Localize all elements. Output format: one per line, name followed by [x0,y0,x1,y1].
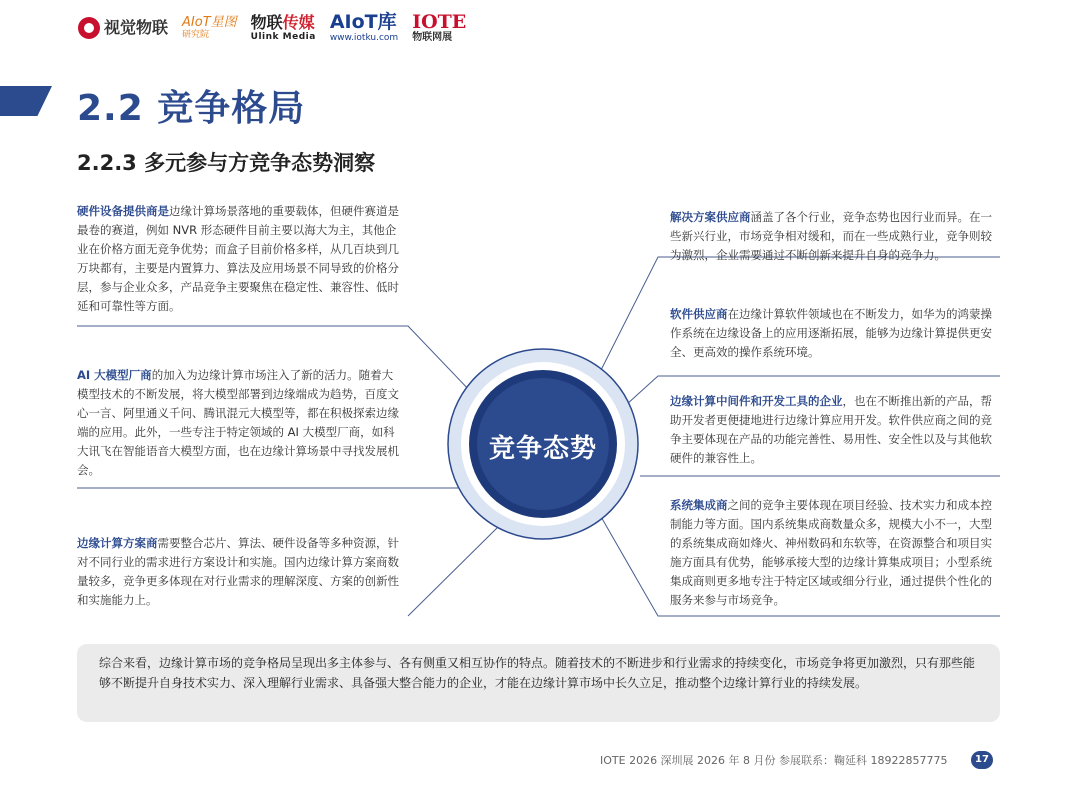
logo-text: AIoT星图 [182,15,237,30]
logo-subtext: www.iotku.com [329,33,399,43]
footer-text: IOTE 2026 深圳展 2026 年 8 月份 参展联系：鞠延科 18922857775 [600,754,948,767]
page-number: 17 [971,751,993,769]
block-middleware-tools: 边缘计算中间件和开发工具的企业，也在不断推出新的产品，帮助开发者更便捷地进行边缘计算应用开发。软件供应商之间的竞争主要体现在产品的功能完善性、易用性、安全性以及与其他软硬件的兼容性上。 [670,394,992,465]
summary-box: 综合来看，边缘计算市场的竞争格局呈现出多主体参与、各有侧重又相互协作的特点。随着技术的不断进步和行业需求的持续变化，市场竞争将更加激烈，只有那些能够不断提升自身技术实力、深入理解行业需求、具备强大整合能力的企业，才能在边缘计算市场中长久立足，推动整个边缘计算行业的持续发展。 [77,644,1000,722]
block-ai-model-vendor: AI 大模型厂商的加入为边缘计算市场注入了新的活力。随着大模型技术的不断发展，将大模型部署到边缘端成为趋势，百度文心一言、阿里通义千问、腾讯混元大模型等，都在积极探索边缘端的应用。此外，一些专注于特定领域的 AI 大模型厂商，如科大讯飞在智能语音大模型方面，也在边缘计算场景中寻找发展机会。 [77,368,399,477]
hub-label: 竞争态势 [488,434,597,464]
logo-subtext: Ulink Media [250,31,316,42]
block-edge-solution-provider: 边缘计算方案商需要整合芯片、算法、硬件设备等多种资源，针对不同行业的需求进行方案设计和实施。国内边缘计算方案商数量较多，竞争更多体现在对行业需求的理解深度、方案的创新性和实施能力上。 [77,536,399,607]
section-title: 2.2 竞争格局 [77,88,306,129]
block-system-integrator: 系统集成商之间的竞争主要体现在项目经验、技术实力和成本控制能力等方面。国内系统集成商数量众多，规模大小不一，大型的系统集成商如烽火、神州数码和东软等，在资源整合和项目实施方面具有优势，能够承接大型的边缘计算集成项目；小型系统集成商则更多地专注于特定区域或细分行业，通过提供个性化的服务来参与市场竞争。 [670,498,992,607]
logo-text: 视觉物联 [104,18,169,37]
block-software-supplier: 软件供应商在边缘计算软件领域也在不断发力，如华为的鸿蒙操作系统在边缘设备上的应用逐渐拓展，能够为边缘计算提供更安全、更高效的操作系统环境。 [670,307,992,359]
logo-subtext: 物联网展 [412,32,453,43]
subsection-title: 2.2.3 多元参与方竞争态势洞察 [77,151,376,175]
logo-text: IOTE [412,11,467,33]
connector-line [408,525,500,616]
block-hardware-provider: 硬件设备提供商是边缘计算场景落地的重要载体，但硬件赛道是最卷的赛道，例如 NVR 形态硬件目前主要以海大为主，其他企业在价格方面无竞争优势；而盒子目前价格多样，从几百块到几万块都有，主要是内置算力、算法及应用场景不同导致的价格分层，参与企业众多，产品竞争主要聚焦在稳定性、兼容性、低时延和可靠性等方面。 [77,204,399,313]
block-solution-supplier: 解决方案供应商涵盖了各个行业，竞争态势也因行业而异。在一些新兴行业，市场竞争相对缓和，而在一些成熟行业，竞争则较为激烈，企业需要通过不断创新来提升自身的竞争力。 [670,210,992,262]
logo-text: 物联传媒 [250,12,315,32]
logo-subtext: 研究院 [182,30,210,40]
logo-text: AIoT库 [329,11,397,33]
